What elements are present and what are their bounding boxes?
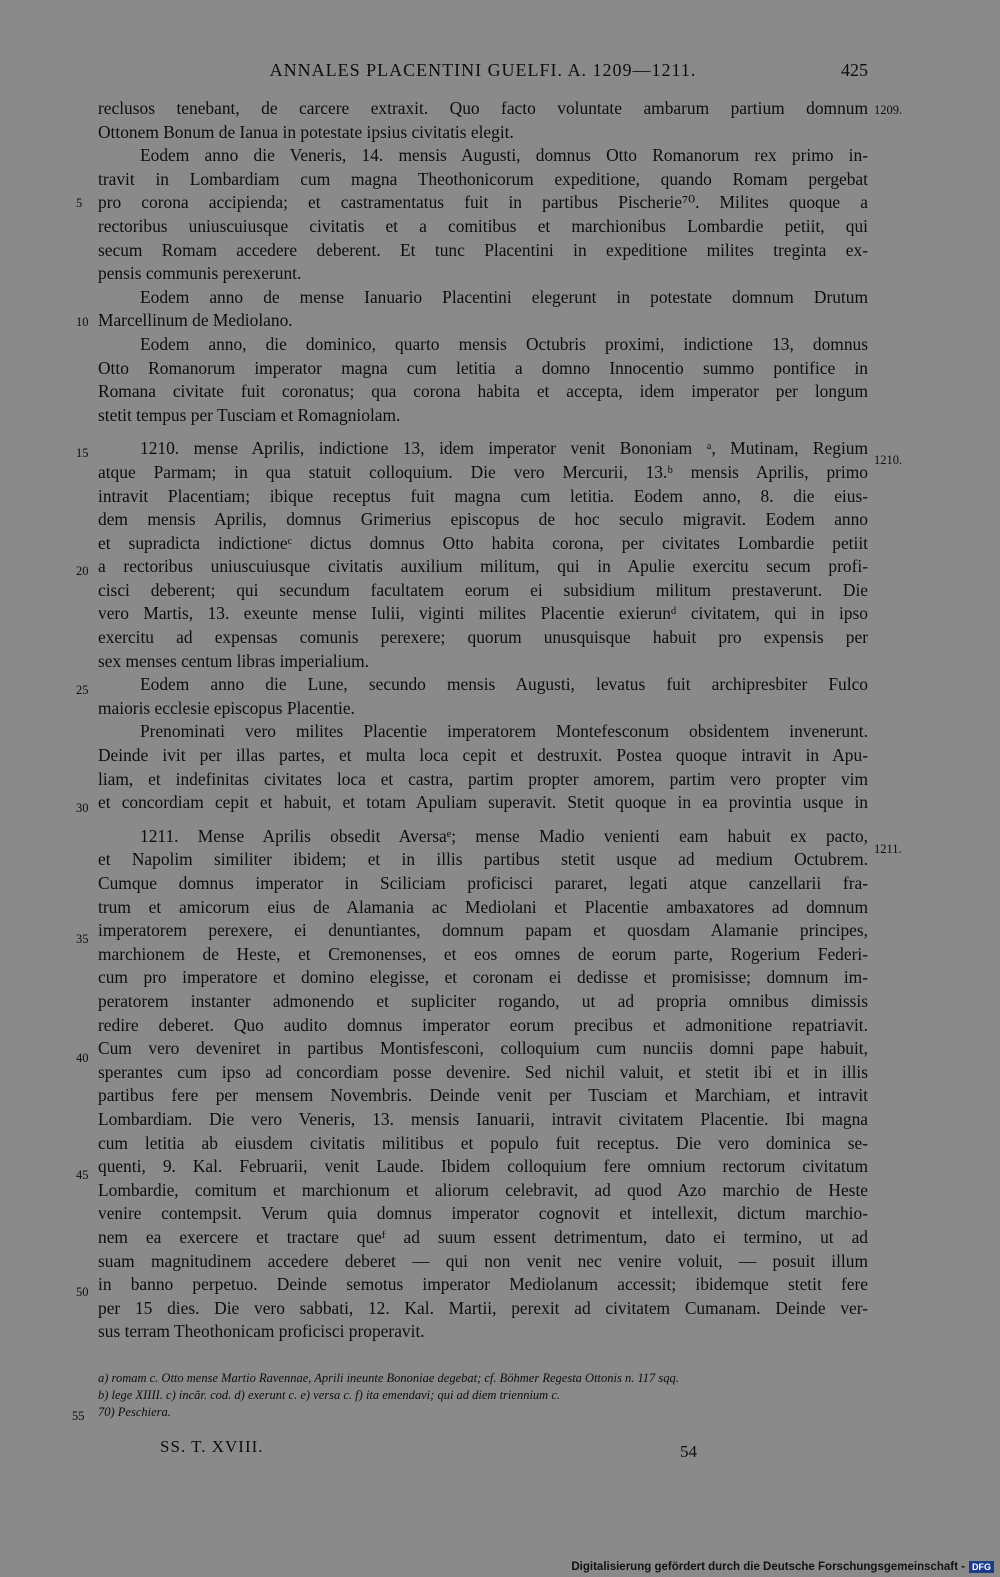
text-line: cum pro imperatore et domino elegisse, et coronam ei dedisse et promisisse; domnum im- xyxy=(98,967,868,988)
footnote-line: 70) Peschiera. xyxy=(98,1405,171,1419)
text-line: Cum vero deveniret in partibus Montisfesconi, colloquium cum nunciis domni pape habuit, xyxy=(98,1038,868,1059)
footnote-line: b) lege XIIII. c) incăr. cod. d) exerunt c. e) versa c. f) ita emendavi; qui ad diem triennium c. xyxy=(98,1388,560,1402)
volume-signature: SS. T. XVIII. xyxy=(160,1437,264,1456)
text-line: rectoribus uniuscuiusque civitatis et a comitibus et marchionibus Lombardie petiit, qui xyxy=(98,215,868,236)
text-line: per 15 dies. Die vero sabbati, 12. Kal. Martii, perexit ad civitatem Cumanam. Deinde ver- xyxy=(98,1297,868,1318)
main-text xyxy=(98,97,868,1344)
year-marginal: 1211. xyxy=(874,842,902,856)
line-number: 50 xyxy=(76,1285,89,1299)
text-line: Romana civitate fuit coronatus; qua corona habita et accepta, idem imperator per longum xyxy=(98,381,868,402)
text-line: et supradicta indictioneᶜ dictus domnus Otto habita corona, per civitates Lombardie petiit xyxy=(98,532,868,553)
footnote-line-number: 55 xyxy=(72,1409,85,1423)
text-line: quenti, 9. Kal. Februarii, venit Laude. Ibidem colloquium fere omnium rectorum civitatum xyxy=(98,1156,868,1177)
text-line: dem mensis Aprilis, domnus Grimerius episcopus de hoc seculo migravit. Eodem anno xyxy=(98,509,868,530)
line-number: 15 xyxy=(76,446,89,460)
text-line: sus terram Theothonicam proficisci properavit. xyxy=(98,1321,425,1342)
text-line: reclusos tenebant, de carcere extraxit. Quo facto voluntate ambarum partium domnum xyxy=(98,98,868,118)
page-header xyxy=(98,60,868,86)
text-line: secum Romam accedere deberent. Et tunc Placentini in expeditione milites treginta ex- xyxy=(98,239,868,260)
text-line: nem ea exercere et tractare queᶠ ad suum essent detrimentum, dato ei termino, ut ad xyxy=(98,1226,868,1247)
text-line: maioris ecclesie episcopus Placentie. xyxy=(98,697,355,718)
text-line: Eodem anno die Lune, secundo mensis Augusti, levatus fuit archipresbiter Fulco xyxy=(140,674,868,695)
text-line: vero Martis, 13. exeunte mense Iulii, viginti milites Placentie exierunᵈ civitatem, qui in ipso xyxy=(98,603,868,624)
text-line: pensis communis perexerunt. xyxy=(98,263,302,284)
text-line: imperatorem perexere, ei denuntiantes, domnum papam et quosdam Alamanie principes, xyxy=(98,920,868,941)
text-line: exercitu ad expensas comunis perexere; quorum unusquisque habuit pro expensis per xyxy=(98,627,868,648)
dfg-credit xyxy=(571,1561,994,1573)
text-line: cisci deberent; qui secundum facultatem eorum ei subsidium militum prestaverunt. Die xyxy=(98,579,868,600)
text-line: 1211. Mense Aprilis obsedit Aversaᵉ; mense Madio venienti eam habuit ex pacto, xyxy=(140,825,868,846)
line-number: 30 xyxy=(76,801,89,815)
text-line: Deinde ivit per illas partes, et multa loca cepit et destruxit. Postea quoque intravit in Apu- xyxy=(98,745,868,766)
dfg-logo: DFG xyxy=(969,1561,994,1573)
text-line: liam, et indefinitas civitates loca et castra, partim propter amorem, partim vero propter vim xyxy=(98,768,868,789)
line-number: 10 xyxy=(76,315,89,329)
year-marginal: 1209. xyxy=(874,103,903,117)
text-line: peratorem instanter admonendo et supliciter rogando, ut ad propria omnibus dimissis xyxy=(98,990,868,1011)
line-number: 20 xyxy=(76,564,89,578)
text-line: 1210. mense Aprilis, indictione 13, idem imperator venit Bononiam ᵃ, Mutinam, Regium xyxy=(140,438,868,459)
line-number: 45 xyxy=(76,1168,89,1182)
text-line: Cumque domnus imperator in Sciliciam proficisci pararet, legati atque canzellarii fra- xyxy=(98,873,868,893)
line-number: 5 xyxy=(76,196,83,210)
footnotes xyxy=(98,1370,868,1421)
text-line: Marcellinum de Mediolano. xyxy=(98,310,293,331)
text-line: Eodem anno de mense Ianuario Placentini elegerunt in potestate domnum Drutum xyxy=(140,286,868,307)
text-line: partibus fere per mensem Novembris. Deinde venit per Tusciam et Marchiam, et intravit xyxy=(98,1085,868,1106)
text-line: venire contempsit. Verum quia domnus imperator cognovit et intellexit, dictum marchio- xyxy=(98,1203,868,1224)
text-line: Lombardiam. Die vero Veneris, 13. mensis Ianuarii, intravit civitatem Placentie. Ibi magna xyxy=(98,1108,868,1129)
text-line: Eodem anno die Veneris, 14. mensis Augusti, domnus Otto Romanorum rex primo in- xyxy=(140,145,868,166)
text-line: stetit tempus per Tusciam et Romagniolam. xyxy=(98,404,401,425)
text-line: Ottonem Bonum de Ianua in potestate ipsius civitatis elegit. xyxy=(98,121,514,142)
text-line: atque Parmam; in qua statuit colloquium. Die vero Mercurii, 13.ᵇ mensis Aprilis, primo xyxy=(98,461,868,482)
footnote-line: a) romam c. Otto mense Martio Ravennae, Aprili ineunte Bononiae degebat; cf. Böhmer Regesta Ottonis n. 117 sqq. xyxy=(98,1371,679,1385)
page-number: 425 xyxy=(841,60,868,80)
line-number: 25 xyxy=(76,683,89,697)
sheet-number: 54 xyxy=(680,1442,697,1461)
running-title: ANNALES PLACENTINI GUELFI. A. 1209—1211. xyxy=(269,60,697,80)
text-line: sperantes cum ipso ad concordiam posse devenire. Sed nichil valuit, et stetit ibi et in illis xyxy=(98,1061,868,1082)
line-number: 40 xyxy=(76,1051,89,1065)
text-line: marchionem de Heste, et Cremonenses, et eos omnes de eorum parte, Rogerium Federi- xyxy=(98,943,868,964)
text-line: pro corona accipienda; et castramentatus fuit in partibus Pischerie⁷⁰. Milites quoque a xyxy=(98,192,868,213)
text-line: travit in Lombardiam cum magna Theothonicorum expeditione, quando Romam pergebat xyxy=(98,168,868,189)
year-marginal: 1210. xyxy=(874,453,903,467)
text-line: redire deberet. Quo audito domnus imperator eorum precibus et admonitione repatriavit. xyxy=(98,1014,868,1035)
line-number: 35 xyxy=(76,932,89,946)
text-line: suam magnitudinem accedere deberet — qui non venit nec venire voluit, — posuit illum xyxy=(98,1250,868,1271)
text-line: a rectoribus uniuscuiusque civitatis auxilium militum, qui in Apulie exercitu secum profi- xyxy=(98,556,868,577)
section-gap xyxy=(98,815,868,825)
text-line: cum letitia ab eiusdem civitatis militibus et populo fuit receptus. Die vero dominica se- xyxy=(98,1132,868,1153)
text-line: intravit Placentiam; ibique receptus fuit magna cum letitia. Eodem anno, 8. die eius- xyxy=(98,485,868,506)
dfg-credit-text: Digitalisierung gefördert durch die Deutsche Forschungsgemeinschaft - xyxy=(571,1561,965,1573)
text-line: Otto Romanorum imperator magna cum letitia a domno Innocentio summo pontifice in xyxy=(98,357,868,378)
text-line: Eodem anno, die dominico, quarto mensis Octubris proximi, indictione 13, domnus xyxy=(140,333,868,354)
text-line: et concordiam cepit et habuit, et totam Apuliam superavit. Stetit quoque in ea provintia usque in xyxy=(98,792,868,813)
section-gap xyxy=(98,427,868,437)
text-line: Prenominati vero milites Placentie imperatorem Montefesconum obsidentem invenerunt. xyxy=(140,721,868,742)
text-line: trum et amicorum eius de Alamania ac Mediolani et Placentie ambaxatores ad domnum xyxy=(98,896,868,917)
text-line: sex menses centum libras imperialium. xyxy=(98,650,369,671)
text-line: in banno perpetuo. Deinde semotus imperator Mediolanum accessit; ibidemque stetit fere xyxy=(98,1274,868,1295)
text-line: Lombardie, comitum et marchionum et aliorum celebravit, ad quod Azo marchio de Heste xyxy=(98,1179,868,1200)
text-line: et Napolim similiter ibidem; et in illis partibus stetit usque ad medium Octubrem. xyxy=(98,849,868,870)
